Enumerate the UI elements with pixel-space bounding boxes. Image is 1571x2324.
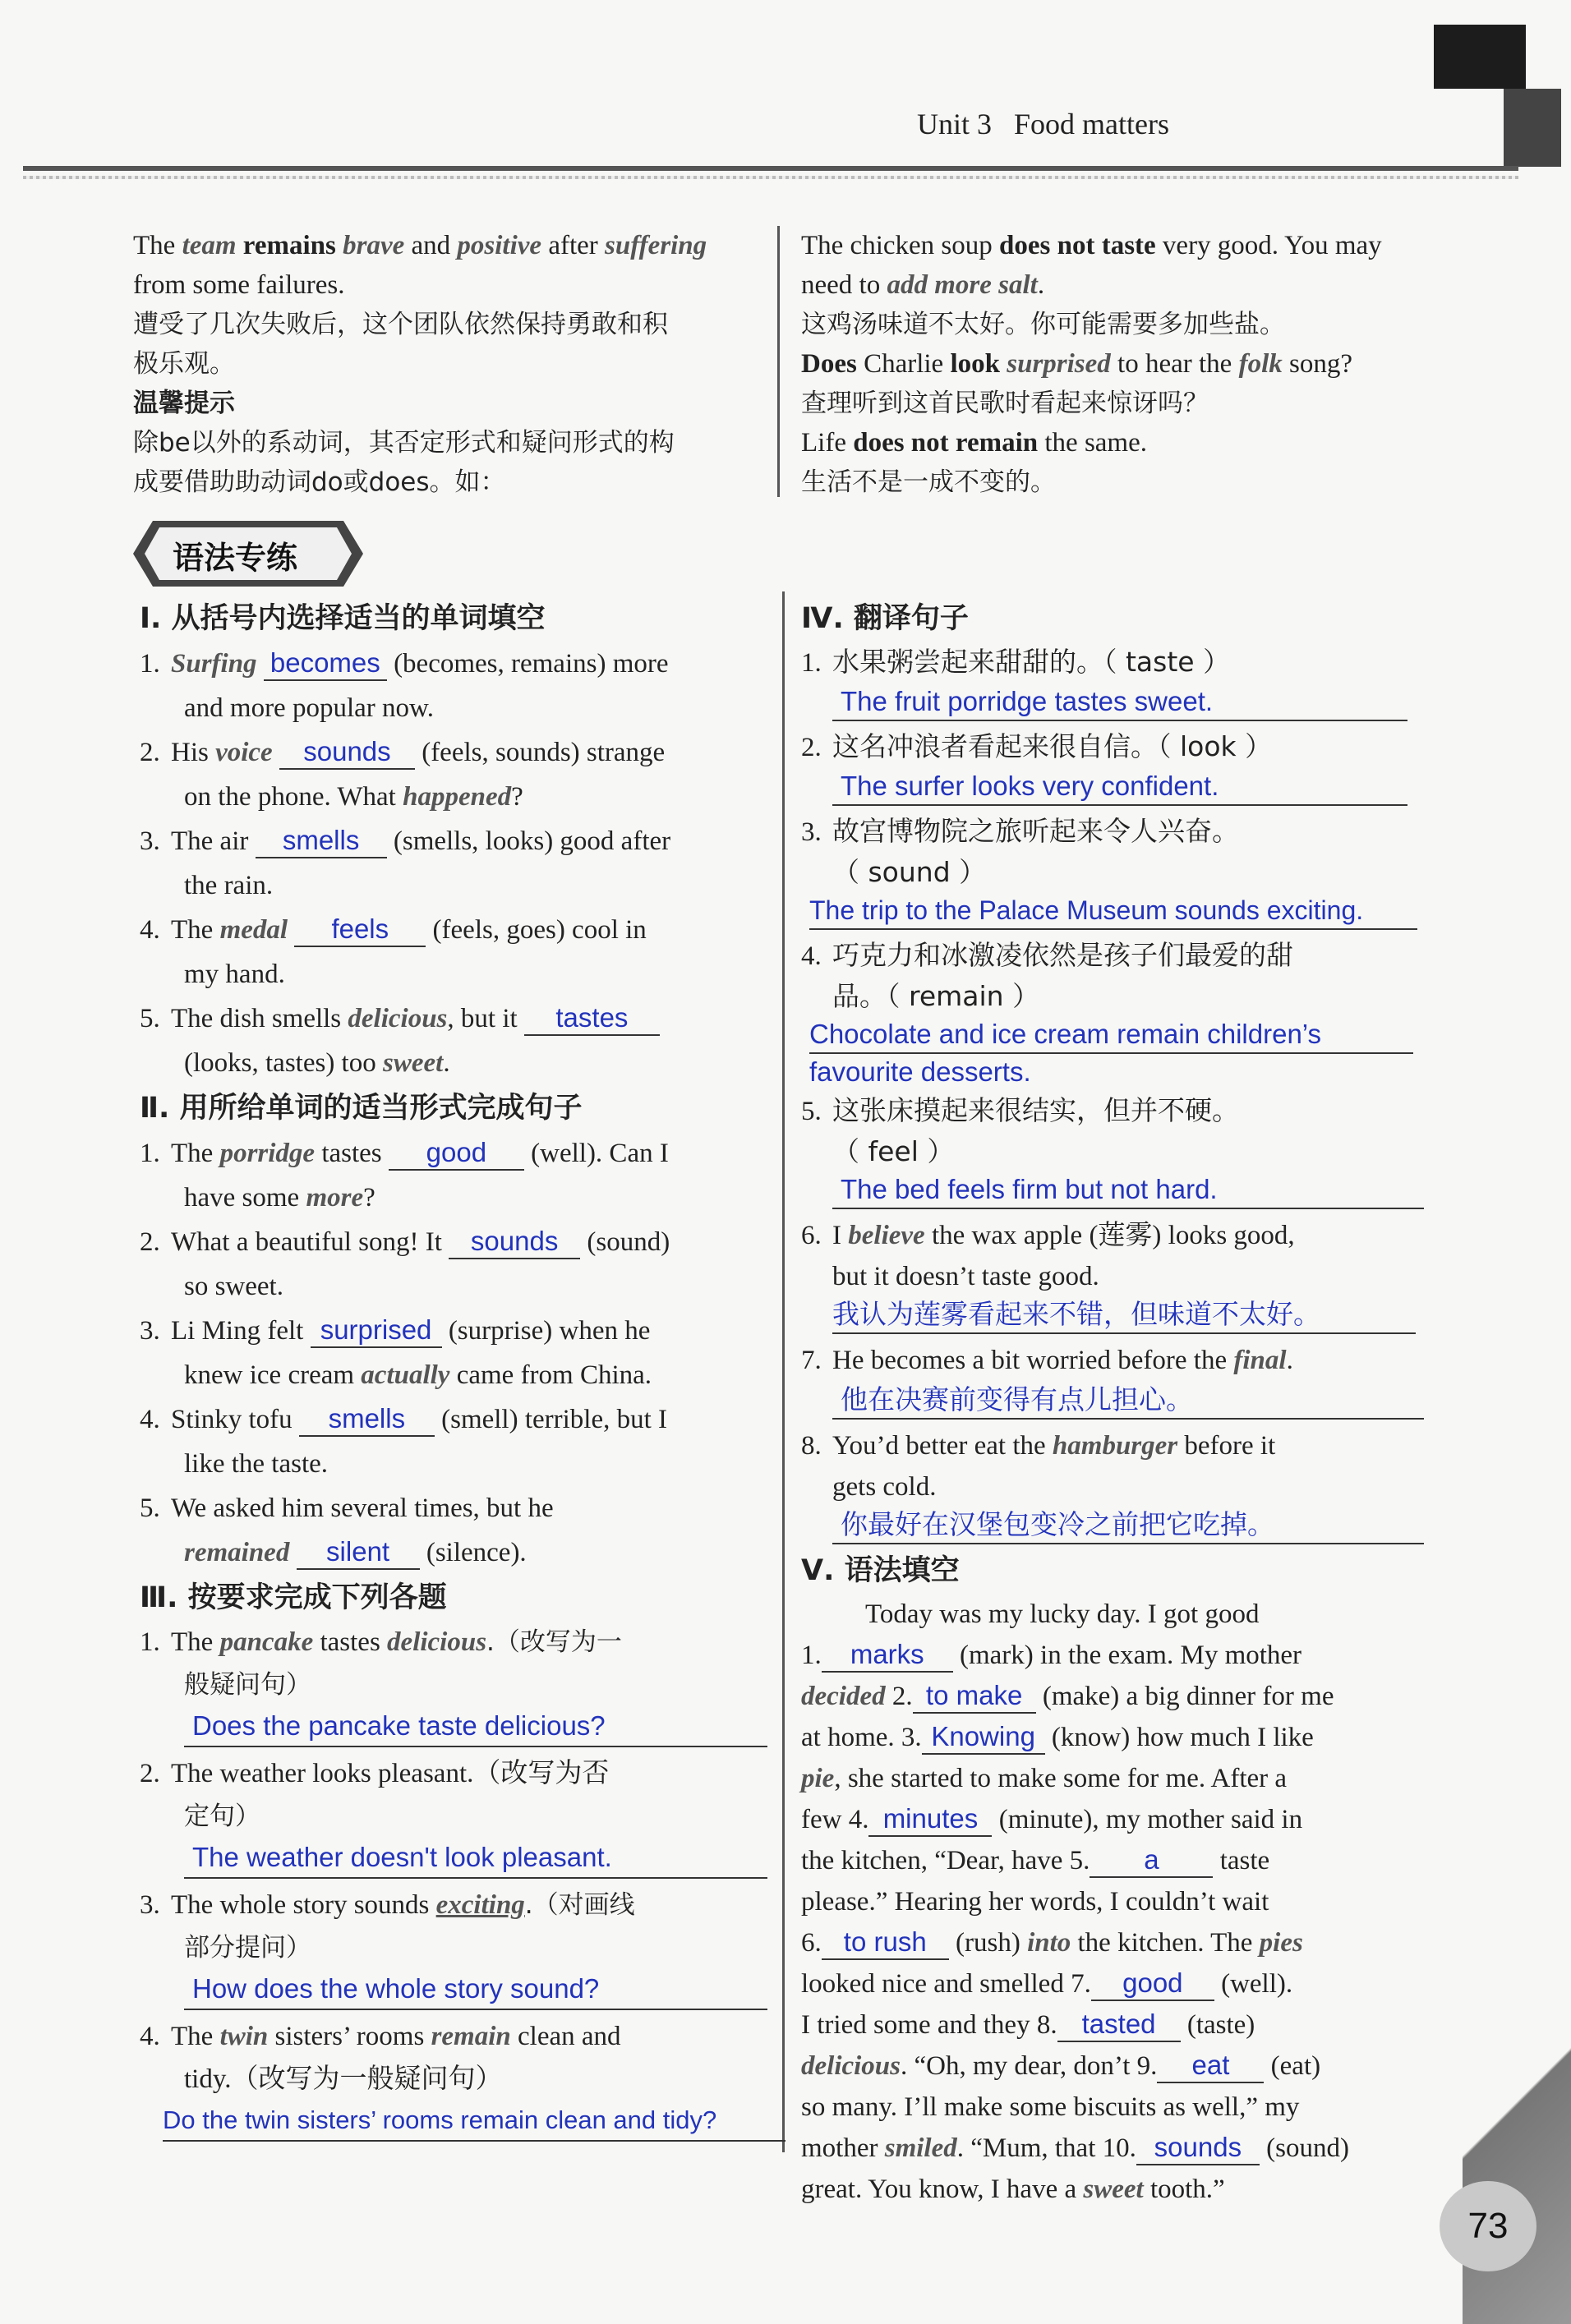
exercise-item-cont: the rain.: [184, 871, 274, 900]
answer-line-cont[interactable]: favourite desserts.: [809, 1056, 1031, 1087]
answer-blank[interactable]: marks: [822, 1638, 953, 1673]
passage-line: 1. marks (mark) in the exam. My mother: [801, 1635, 1417, 1676]
passage-line: pie, she started to make some for me. After a: [801, 1764, 1288, 1793]
corner-block: [1434, 25, 1526, 89]
exercise-item: 3. 故宫博物院之旅听起来令人兴奋。: [801, 815, 1239, 847]
tip-text-cont: 成要借助助动词do或does。如：: [133, 467, 506, 497]
exercise-item-cont: gets cold.: [832, 1472, 937, 1502]
example-sentence-cont: need to add more salt.: [801, 270, 1045, 300]
exercise-item: 5. We asked him several times, but he: [140, 1493, 554, 1523]
corner-decoration: [1463, 2037, 1571, 2324]
column-divider: [782, 591, 785, 2152]
exercise-item-cont: tidy.（改写为一般疑问句）: [184, 2064, 503, 2094]
example-translation: 查理听到这首民歌时看起来惊讶吗？: [801, 389, 1209, 418]
column-divider-top: [777, 226, 780, 497]
answer-line[interactable]: Does the pancake taste delicious?: [184, 1706, 767, 1747]
answer-line[interactable]: The bed feels firm but not hard.: [832, 1171, 1424, 1209]
passage-line: decided 2. to make (make) a big dinner for me: [801, 1676, 1417, 1717]
exercise-item-cont: and more popular now.: [184, 693, 434, 723]
exercise-item-cont: 部分提问）: [184, 1933, 311, 1963]
answer-line[interactable]: Do the twin sisters’ rooms remain clean and tidy?: [163, 2101, 786, 2142]
unit-label: Unit 3: [917, 108, 993, 140]
answer-blank[interactable]: eat: [1157, 2049, 1264, 2083]
answer-line[interactable]: Chocolate and ice cream remain children’s: [809, 1016, 1413, 1054]
example-translation-cont: 极乐观。: [133, 349, 235, 379]
example-translation: 这鸡汤味道不太好。你可能需要多加些盐。: [801, 310, 1285, 339]
exercise-item: 4. The medal feels (feels, goes) cool in: [140, 908, 772, 952]
passage-line: I tried some and they 8. tasted (taste): [801, 2004, 1417, 2046]
answer-blank[interactable]: feels: [294, 913, 426, 947]
exercise-item-cont: （ feel ）: [832, 1135, 955, 1167]
passage-line: few 4. minutes (minute), my mother said in: [801, 1799, 1417, 1840]
header-rule: [23, 166, 1518, 171]
right-column: [801, 596, 1434, 2210]
exercise-item: 4. The twin sisters’ rooms remain clean and: [140, 2022, 621, 2051]
answer-line[interactable]: The weather doesn't look pleasant.: [184, 1838, 767, 1879]
answer-line[interactable]: How does the whole story sound?: [184, 1969, 767, 2010]
answer-line[interactable]: The surfer looks very confident.: [832, 768, 1407, 806]
tip-title: 温馨提示: [133, 389, 235, 418]
exercise-item: 3. The air smells (smells, looks) good after: [140, 819, 772, 863]
answer-blank[interactable]: silent: [297, 1535, 420, 1570]
answer-blank[interactable]: becomes: [264, 647, 387, 681]
answer-blank[interactable]: Knowing: [922, 1720, 1045, 1755]
part1-title: Ⅰ. 从括号内选择适当的单词填空: [140, 602, 546, 635]
exercise-item-cont: my hand.: [184, 960, 285, 989]
passage-line: great. You know, I have a sweet tooth.”: [801, 2174, 1225, 2204]
exercise-item: 4. Stinky tofu smells (smell) terrible, but I: [140, 1397, 772, 1442]
exercise-item: 5. The dish smells delicious, but it tastes: [140, 996, 772, 1041]
exercise-item-cont: like the taste.: [184, 1449, 329, 1479]
example-sentence: The team remains brave and positive after suffering: [133, 231, 707, 260]
answer-line[interactable]: The trip to the Palace Museum sounds exciting.: [809, 892, 1417, 930]
answer-blank[interactable]: sounds: [279, 735, 415, 770]
exercise-item: 1. Surfing becomes (becomes, remains) more: [140, 642, 772, 686]
answer-blank[interactable]: sounds: [1136, 2131, 1260, 2165]
exercise-item: 3. Li Ming felt surprised (surprise) when he: [140, 1309, 772, 1353]
exercise-item-cont: remained silent (silence).: [140, 1530, 772, 1575]
exercise-item: 2. What a beautiful song! It sounds (sound): [140, 1220, 772, 1264]
exercise-item: 2. The weather looks pleasant.（改写为否: [140, 1759, 610, 1788]
passage-line: looked nice and smelled 7. good (well).: [801, 1963, 1417, 2004]
example-sentence: Does Charlie look surprised to hear the folk song?: [801, 349, 1352, 379]
example-sentence: Life does not remain the same.: [801, 428, 1147, 458]
part3-title: Ⅲ. 按要求完成下列各题: [140, 1581, 447, 1614]
answer-line[interactable]: 他在决赛前变得有点儿担心。: [832, 1382, 1424, 1420]
exercise-item-cont: but it doesn’t taste good.: [832, 1262, 1099, 1291]
example-left: [133, 226, 766, 502]
answer-blank[interactable]: surprised: [311, 1314, 442, 1348]
answer-blank[interactable]: good: [1091, 1967, 1214, 2001]
exercise-item: 1. 水果粥尝起来甜甜的。（ taste ）: [801, 646, 1231, 678]
exercise-item: 2. His voice sounds (feels, sounds) strange: [140, 730, 772, 775]
tip-text: 除be以外的系动词，其否定形式和疑问形式的构: [133, 428, 675, 458]
answer-blank[interactable]: smells: [299, 1402, 435, 1437]
exercise-item-cont: 品。（ remain ）: [832, 980, 1040, 1012]
example-translation: 生活不是一成不变的。: [801, 467, 1056, 497]
passage-line: Today was my lucky day. I got good: [865, 1599, 1260, 1629]
exercise-item: 3. The whole story sounds exciting.（对画线: [140, 1890, 635, 1920]
corner-block-gray: [1504, 89, 1561, 167]
example-right: [801, 226, 1442, 502]
exercise-item-cont: 般疑问句）: [184, 1670, 311, 1700]
passage-line: so many. I’ll make some biscuits as well,” my: [801, 2092, 1300, 2122]
answer-line[interactable]: 我认为莲雾看起来不错，但味道不太好。: [832, 1296, 1416, 1334]
answer-blank[interactable]: minutes: [868, 1802, 992, 1837]
passage-line: at home. 3. Knowing (know) how much I like: [801, 1717, 1417, 1758]
exercise-item: 8. You’d better eat the hamburger before it: [801, 1431, 1276, 1461]
example-translation: 遭受了几次失败后，这个团队依然保持勇敢和积: [133, 310, 668, 339]
section-badge: 语法专练: [173, 540, 298, 576]
page-number: 73: [1440, 2181, 1536, 2271]
answer-blank[interactable]: good: [389, 1136, 524, 1171]
exercise-item: 4. 巧克力和冰激凌依然是孩子们最爱的甜: [801, 939, 1293, 971]
exercise-item: 2. 这名冲浪者看起来很自信。（ look ）: [801, 730, 1273, 762]
exercise-item-cont: 定句）: [184, 1802, 260, 1831]
exercise-item-cont: on the phone. What happened?: [184, 782, 523, 812]
answer-blank[interactable]: tastes: [524, 1001, 660, 1036]
exercise-item: 6. I believe the wax apple (莲雾) looks good,: [801, 1221, 1295, 1250]
example-sentence-cont: from some failures.: [133, 270, 345, 300]
passage-line: please.” Hearing her words, I couldn’t wait: [801, 1887, 1269, 1917]
answer-blank[interactable]: tasted: [1057, 2008, 1181, 2042]
exercise-item: 1. The porridge tastes good (well). Can I: [140, 1131, 772, 1176]
passage-line: mother smiled. “Mum, that 10. sounds (sound): [801, 2128, 1417, 2169]
answer-blank[interactable]: a: [1090, 1843, 1213, 1878]
part2-title: Ⅱ. 用所给单词的适当形式完成句子: [140, 1092, 583, 1125]
exercise-item-cont: so sweet.: [184, 1272, 283, 1301]
passage-line: the kitchen, “Dear, have 5. a taste: [801, 1840, 1417, 1881]
exercise-item: 5. 这张床摸起来很结实，但并不硬。: [801, 1094, 1239, 1126]
unit-title: Food matters: [1014, 108, 1169, 140]
example-sentence: The chicken soup does not taste very good. You may: [801, 231, 1382, 260]
cloze-passage: [801, 1594, 1417, 2210]
part4-title: Ⅳ. 翻译句子: [801, 602, 969, 635]
exercise-item-cont: (looks, tastes) too sweet.: [184, 1048, 450, 1078]
exercise-item-cont: knew ice cream actually came from China.: [184, 1360, 652, 1390]
running-header: [917, 107, 1169, 141]
exercise-item: 7. He becomes a bit worried before the final.: [801, 1346, 1293, 1375]
answer-blank[interactable]: smells: [256, 824, 387, 858]
passage-line: 6. to rush (rush) into the kitchen. The pies: [801, 1922, 1417, 1963]
left-column: [140, 596, 772, 2142]
exercise-item-cont: have some more?: [184, 1183, 375, 1213]
answer-blank[interactable]: sounds: [449, 1225, 580, 1259]
exercise-item-cont: （ sound ）: [832, 856, 987, 888]
answer-blank[interactable]: to make: [913, 1679, 1036, 1714]
passage-line: delicious. “Oh, my dear, don’t 9. eat (eat): [801, 2046, 1417, 2087]
answer-line[interactable]: 你最好在汉堡包变冷之前把它吃掉。: [832, 1507, 1424, 1544]
exercise-item: 1. The pancake tastes delicious.（改写为一: [140, 1627, 622, 1657]
answer-line[interactable]: The fruit porridge tastes sweet.: [832, 683, 1407, 721]
header-rule-dotted: [23, 176, 1518, 179]
part5-title: Ⅴ. 语法填空: [801, 1554, 960, 1587]
answer-blank[interactable]: to rush: [822, 1926, 949, 1960]
